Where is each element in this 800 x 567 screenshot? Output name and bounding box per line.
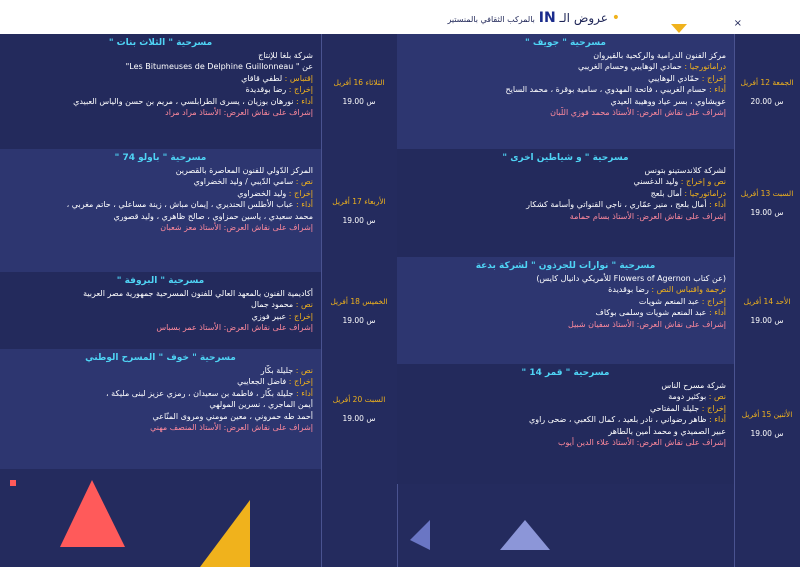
brand-subtitle: بالمركب الثقافي بالمنستير <box>447 15 535 24</box>
credit-value: أيمن الماجري ، نسرين المولهي <box>209 400 313 409</box>
credit-value: بوكثير دومة <box>668 392 707 401</box>
show-date-cell <box>734 410 800 438</box>
credit-value: عبير الصميدي و محمد أمين بالطاهر <box>608 426 726 436</box>
credit-label: نص : <box>706 392 726 401</box>
credit-line <box>405 165 726 177</box>
credit-line <box>405 307 726 319</box>
credit-value: محمد سعيدي ، ياسين حمزاوي ، صالح ظاهري ، وليد قصوري <box>113 211 313 221</box>
decorative-triangles <box>0 420 250 567</box>
credit-line <box>8 199 313 211</box>
show-time: س 19.00 <box>750 208 784 217</box>
credit-value: حمّادي الوهايبي <box>648 73 700 83</box>
credit-label: إخراج : <box>286 85 313 94</box>
credit-line <box>405 403 726 415</box>
show-time: س 19.00 <box>342 97 376 106</box>
credit-value: عن " Les Bitumeuses de Delphine Guillonneau" <box>125 62 313 71</box>
discussion-supervisor: إشراف على نقاش العرض: الأستاذ علاء الدين أيوب <box>557 438 726 447</box>
discussion-supervisor: إشراف على نقاش العرض: الأستاذ عمر بسباس <box>156 323 313 332</box>
credit-value: وليد الخضراوي <box>237 188 287 198</box>
credit-line <box>8 96 313 108</box>
credit-label: أداء : <box>293 96 313 106</box>
credit-value: أمال بلعج <box>650 188 682 198</box>
credit-line <box>405 296 726 308</box>
show-block <box>397 34 734 149</box>
brand-prefix: عروض الـ <box>559 11 608 25</box>
credit-label: نص : <box>293 300 313 309</box>
credit-label: إخراج : <box>699 296 726 306</box>
show-date: السبت 20 أفريل <box>332 395 386 404</box>
credit-line <box>405 380 726 392</box>
credit-line <box>405 50 726 62</box>
show-title: مسرحية " الثلاث بنات " <box>108 38 213 48</box>
show-title: مسرحية " قمر 14 " <box>521 368 610 378</box>
credit-label: إخراج : <box>286 311 313 321</box>
credit-label: نص : <box>293 365 313 375</box>
discussion-supervisor: إشراف على نقاش العرض: الأستاذ المنصف مهني <box>150 423 313 432</box>
show-block <box>0 149 321 272</box>
show-block <box>397 257 734 364</box>
credit-value: سامي الدّيبي / وليد الخضراوي <box>193 177 294 186</box>
bullet-icon: • <box>611 10 620 26</box>
credit-label: أداء : <box>706 415 726 424</box>
show-time: س 19.00 <box>342 216 376 225</box>
credit-value: (عن كتاب Flowers of Agernon للأمريكي دانيال كايس) <box>536 273 726 283</box>
show-date-cell <box>321 395 397 423</box>
credit-label: إخراج : <box>286 188 313 198</box>
credit-label: إخراج : <box>699 403 726 413</box>
show-block <box>0 34 321 149</box>
credit-line <box>405 61 726 73</box>
brand-in: IN <box>538 10 556 26</box>
show-date: الجمعة 12 أفريل <box>740 78 794 87</box>
credit-value: عبير فوزي <box>251 311 287 321</box>
yellow-triangle-shape <box>200 500 250 567</box>
credit-value: المركز الدّولي للفنون المعاصرة بالقصرين <box>175 165 313 175</box>
credit-value: لطفي قاقاي <box>241 73 283 83</box>
credit-line <box>8 165 313 177</box>
credit-value: عويشاوي ، بسر عياد ووهيبة العيدي <box>610 96 726 106</box>
decorative-triangles-right <box>400 480 580 567</box>
credit-line <box>405 188 726 200</box>
credit-value: رضا بوقديدة <box>245 85 287 94</box>
credit-value: أحمد طه حمروني ، معين مومني ومروى المنّاعي <box>152 411 313 421</box>
credit-line <box>8 176 313 188</box>
show-date: الأربعاء 17 أفريل <box>332 197 386 206</box>
show-date-cell <box>734 189 800 217</box>
credit-label: نص و إخراج : <box>678 177 726 186</box>
program-heading <box>447 10 620 26</box>
show-date: الثلاثاء 16 أفريل <box>333 78 385 87</box>
credit-label: إخراج : <box>286 377 313 386</box>
credit-line <box>405 199 726 211</box>
credit-label: ترجمة واقتباس النص : <box>648 285 726 294</box>
credit-line <box>405 414 726 426</box>
show-time: س 20.00 <box>750 97 784 106</box>
credit-line <box>8 388 313 400</box>
show-title: مسرحية " باولو 74 " <box>114 153 207 163</box>
show-date: الأثنين 15 أفريل <box>741 410 793 419</box>
credit-line <box>8 188 313 200</box>
credit-value: حسام الغريبي ، فاتحة المهدوي ، سامية بوقرة ، محمد السايح <box>505 85 707 94</box>
credit-value: جليلة بكّار ، فاطمة بن سعيدان ، رمزي عزيز لبنى مليكة ، <box>106 388 294 398</box>
credit-label: إقتباس : <box>282 73 313 83</box>
show-title: مسرحية " البروفة " <box>116 276 205 286</box>
credit-value: أمال بلعج ، منير عمّاري ، ناجي القنواتي وأسامة كشكار <box>526 200 707 209</box>
credit-line <box>8 311 313 323</box>
credit-line <box>8 376 313 388</box>
credit-value: أكاديمية الفنون بالمعهد العالي للفنون المسرحية جمهورية مصر العربية <box>83 288 313 298</box>
credit-label: أداء : <box>706 85 726 94</box>
cross-icon: × <box>733 18 742 29</box>
discussion-supervisor: إشراف على نقاش العرض: الأستاذ سفيان شبيل <box>568 319 726 329</box>
show-block <box>397 364 734 484</box>
credit-value: محمود جمال <box>251 300 294 309</box>
credit-line <box>405 426 726 438</box>
show-date: الخميس 18 أفريل <box>330 297 388 306</box>
credit-line <box>8 84 313 96</box>
credit-label: أداء : <box>293 388 313 398</box>
credit-line <box>405 96 726 108</box>
credit-value: مركز الفنون الدرامية والركحية بالقيروان <box>593 50 726 60</box>
credit-line <box>8 288 313 300</box>
credit-line <box>8 399 313 411</box>
credit-value: شركة مسرح الناس <box>661 380 726 390</box>
header-band <box>0 0 800 34</box>
show-title: مسرحية " جويف " <box>525 38 606 48</box>
credit-line <box>8 73 313 85</box>
show-date-cell <box>734 297 800 325</box>
show-date-cell <box>321 78 397 106</box>
credit-label: دراماتورجيا : <box>681 62 726 71</box>
credit-label: أداء : <box>706 200 726 209</box>
show-time: س 19.00 <box>342 414 376 423</box>
show-block <box>0 272 321 349</box>
credit-value: جليلة بكّار <box>260 365 294 375</box>
credit-value: عبد المنعم شويات وسلمى بوكاف <box>595 308 707 317</box>
credit-value: عباب الأطلس الحنديري ، إيمان مباش ، زينة مساعلي ، حاتم مغربي ، <box>66 200 294 209</box>
credit-label: دراماتورجيا : <box>681 188 726 198</box>
show-block <box>397 149 734 257</box>
credit-value: جليلة المفتاحي <box>649 403 700 413</box>
show-time: س 19.00 <box>750 429 784 438</box>
discussion-supervisor: إشراف على نقاش العرض: الأستاذ معز شعبان <box>160 223 313 232</box>
credit-value: فاضل الجعايبي <box>237 377 287 386</box>
credit-value: حمادي الوهايبي وحسام الغريبي <box>578 62 682 71</box>
show-date: السبت 13 أفريل <box>740 189 794 198</box>
discussion-supervisor: إشراف على نقاش العرض: الأستاذ محمد فوزي اللّبان <box>550 108 726 117</box>
credit-line <box>8 61 313 73</box>
credit-value: عبد المنعم شويات <box>638 296 700 306</box>
credit-label: إخراج : <box>699 73 726 83</box>
show-time: س 19.00 <box>750 316 784 325</box>
credit-line <box>405 176 726 188</box>
credit-line <box>405 284 726 296</box>
show-title: مسرحية " نوارات للجرذون " لشركة بدعة <box>475 261 656 271</box>
credit-value: ظاهر رضواني ، نادر بلعيد ، كمال الكعبي ، ضحى راوي <box>528 415 707 424</box>
credit-value: نورهان بوزيان ، يسرى الطرابلسي ، مريم بن حسن والياس العبيدي <box>73 96 294 106</box>
credit-line <box>405 73 726 85</box>
discussion-supervisor: إشراف على نقاش العرض: الأستاذ مراد مراد <box>165 108 313 117</box>
credit-label: نص : <box>293 177 313 186</box>
credit-line <box>405 273 726 285</box>
credit-value: وليد الدغسني <box>633 177 679 186</box>
show-title: مسرحية " و شياطين اخرى " <box>502 153 629 163</box>
credit-line <box>8 365 313 377</box>
credit-line <box>8 50 313 62</box>
credit-label: أداء : <box>706 308 726 317</box>
credit-value: لشركة كلاندستينو بتونس <box>644 165 726 175</box>
show-date: الأحد 14 أفريل <box>743 297 791 306</box>
credit-line <box>8 299 313 311</box>
discussion-supervisor: إشراف على نقاش العرض: الأستاذ بسام حمامة <box>569 211 726 221</box>
credit-line <box>405 391 726 403</box>
show-time: س 19.00 <box>342 316 376 325</box>
show-date-cell <box>321 297 397 325</box>
credit-label: أداء : <box>293 200 313 209</box>
show-date-cell <box>734 78 800 106</box>
show-date-cell <box>321 197 397 225</box>
red-triangle-shape <box>60 480 125 547</box>
show-title: مسرحية " خوف " المسرح الوطني <box>85 353 236 363</box>
yellow-triangle-icon <box>671 24 687 33</box>
credit-value: شركة بلغا للإنتاج <box>258 50 313 60</box>
credit-value: رضا بوقديدة <box>608 285 649 294</box>
credit-line <box>405 84 726 96</box>
credit-line <box>8 211 313 223</box>
